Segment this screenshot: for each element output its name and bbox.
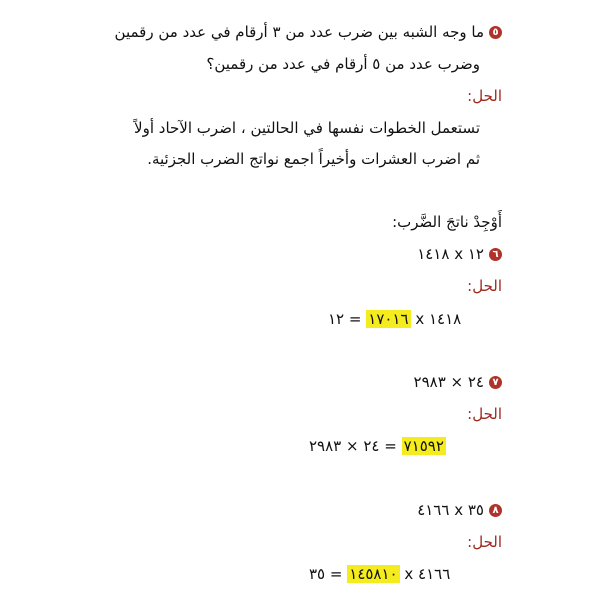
- section-heading: أَوْجِدْ ناتجَ الضَّرب:: [392, 213, 502, 231]
- question-number-badge: ٥: [489, 26, 502, 39]
- solution-label: الحل:: [467, 277, 502, 295]
- problem-expression: ٣٥ x ٤١٦٦: [417, 501, 484, 519]
- equals-sign: =: [329, 565, 343, 583]
- question-5-line-1: [115, 22, 502, 42]
- highlighted-result: ١٧٠١٦: [368, 310, 409, 328]
- equals-sign: =: [348, 310, 362, 328]
- answer-5-line-2: ثم اضرب العشرات وأخيراً اجمع نواتج الضرب الجزئية.: [147, 150, 480, 168]
- question-5-text-1: ما وجه الشبه بين ضرب عدد من ٣ أرقام في عدد من رقمين: [114, 23, 484, 41]
- problem-6: [417, 244, 502, 264]
- equation-6: [328, 309, 461, 329]
- answer-5-line-1: تستعمل الخطوات نفسها في الحالتين ، اضرب الآحاد أولاً: [134, 119, 480, 137]
- problem-number-badge: ٨: [489, 504, 502, 517]
- highlighted-result: ١٤٥٨١٠: [349, 565, 398, 583]
- highlighted-result: ٧١٥٩٢: [403, 437, 444, 455]
- equation-7: [309, 436, 446, 456]
- solution-label: الحل:: [467, 533, 502, 551]
- equals-sign: =: [379, 437, 397, 455]
- problem-8: [417, 500, 502, 520]
- equation-rhs: ٢٤ × ٢٩٨٣: [309, 437, 380, 455]
- problem-number-badge: ٧: [489, 376, 502, 389]
- problem-7: [414, 372, 502, 392]
- problem-expression: ٢٤ × ٢٩٨٣: [413, 373, 484, 391]
- problem-expression: ١٢ x ١٤١٨: [417, 245, 484, 263]
- solution-label: الحل:: [467, 87, 502, 105]
- question-5-line-2: وضرب عدد من ٥ أرقام في عدد من رقمين؟: [206, 55, 480, 73]
- equation-rhs: ٣٥ x ٤١٦٦: [309, 565, 451, 583]
- problem-number-badge: ٦: [489, 248, 502, 261]
- equation-8: [309, 564, 450, 584]
- solution-label: الحل:: [467, 405, 502, 423]
- equation-rhs: ١٢ x ١٤١٨: [328, 310, 462, 328]
